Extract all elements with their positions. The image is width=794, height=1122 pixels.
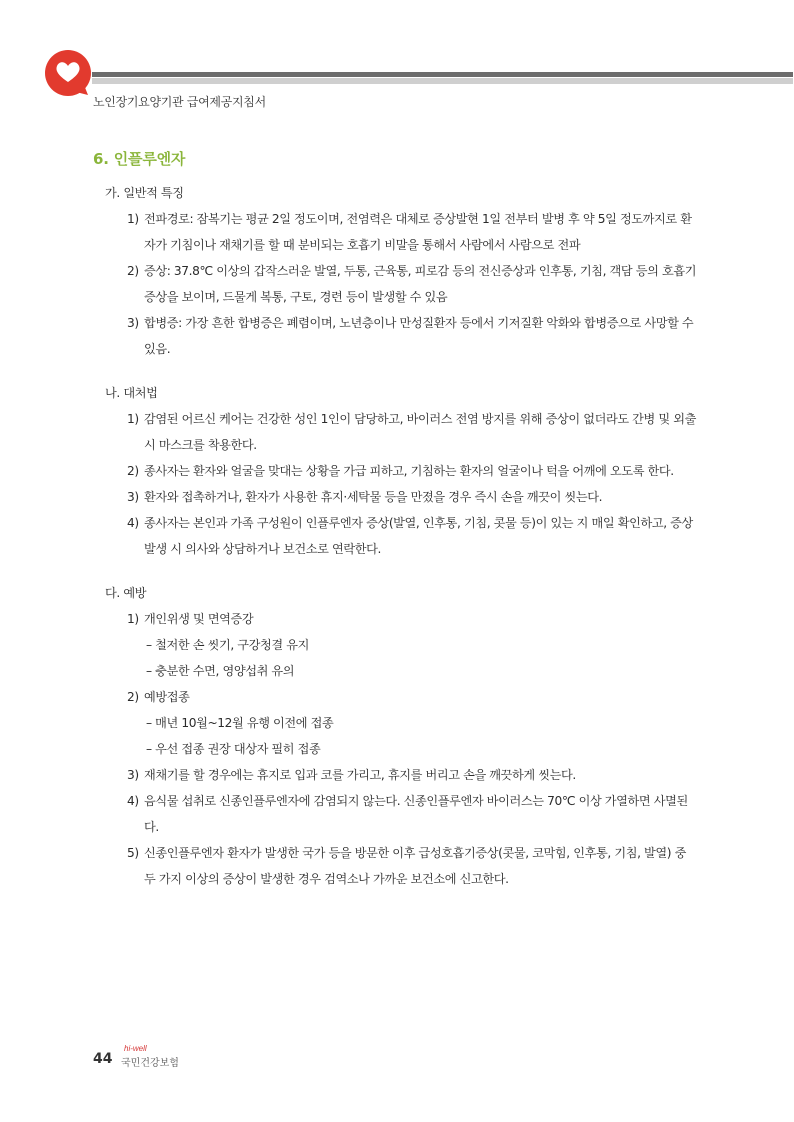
subsection-heading-da: 다. 예방	[105, 586, 147, 600]
page-number: 44	[93, 1051, 113, 1067]
list-item	[0, 606, 794, 632]
item-number: 2)	[127, 464, 139, 478]
section-title: 6. 인플루엔자	[93, 150, 186, 168]
list-item	[0, 762, 794, 788]
item-text: 예방접종	[144, 690, 190, 704]
item-text: 개인위생 및 면역증강	[144, 612, 254, 626]
list-item	[0, 458, 794, 484]
item-number: 1)	[127, 412, 139, 426]
header-rule-dark	[92, 72, 793, 77]
item-number: 3)	[127, 768, 139, 782]
heart-logo-icon	[44, 49, 92, 99]
dash-item: – 매년 10월~12월 유행 이전에 접종	[146, 716, 334, 730]
list-item	[0, 510, 794, 562]
item-text: 증상: 37.8℃ 이상의 갑작스러운 발열, 두통, 근육통, 피로감 등의 전신증상과 인후통, 기침, 객담 등의 호흡기 증상을 보이며, 드물게 복통, 구토, 경련 등이 발생할 수 있음	[144, 264, 697, 304]
document-body	[0, 181, 794, 892]
item-number: 3)	[127, 316, 139, 330]
item-text: 종사자는 환자와 얼굴을 맞대는 상황을 가급 피하고, 기침하는 환자의 얼굴이나 턱을 어깨에 오도록 한다.	[144, 464, 674, 478]
footer-brand: 국민건강보험	[121, 1058, 179, 1069]
list-item	[0, 684, 794, 710]
item-text: 전파경로: 잠복기는 평균 2일 정도이며, 전염력은 대체로 증상발현 1일 전부터 발병 후 약 5일 정도까지로 환자가 기침이나 재채기를 할 때 분비되는 호흡기 비말을 통해서 사람에서 사람으로 전파	[144, 212, 692, 252]
list-item	[0, 788, 794, 840]
item-text: 재채기를 할 경우에는 휴지로 입과 코를 가리고, 휴지를 버리고 손을 깨끗하게 씻는다.	[144, 768, 576, 782]
item-number: 4)	[127, 516, 139, 530]
header-rule-light	[92, 78, 793, 84]
dash-item: – 우선 접종 권장 대상자 필히 접종	[146, 742, 321, 756]
item-text: 종사자는 본인과 가족 구성원이 인플루엔자 증상(발열, 인후통, 기침, 콧물 등)이 있는 지 매일 확인하고, 증상 발생 시 의사와 상담하거나 보건소로 연락한다.	[144, 516, 693, 556]
item-number: 5)	[127, 846, 139, 860]
subsection-heading-ga: 가. 일반적 특징	[105, 186, 184, 200]
item-text: 감염된 어르신 케어는 건강한 성인 1인이 담당하고, 바이러스 전염 방지를 위해 증상이 없더라도 간병 및 외출 시 마스크를 착용한다.	[144, 412, 696, 452]
list-item	[0, 840, 794, 892]
dash-item: – 철저한 손 씻기, 구강청결 유지	[146, 638, 310, 652]
list-item	[0, 406, 794, 458]
item-text: 신종인플루엔자 환자가 발생한 국가 등을 방문한 이후 급성호흡기증상(콧물, 코막힘, 인후통, 기침, 발열) 중 두 가지 이상의 증상이 발생한 경우 검역소나 가까운 보건소에 신고한다.	[144, 846, 686, 886]
item-number: 2)	[127, 690, 139, 704]
item-number: 2)	[127, 264, 139, 278]
footer-brand-tagline: hi-well	[124, 1044, 147, 1053]
item-number: 1)	[127, 612, 139, 626]
subsection-heading-na: 나. 대처법	[105, 386, 158, 400]
list-item	[0, 206, 794, 258]
list-item	[0, 310, 794, 362]
item-text: 환자와 접촉하거나, 환자가 사용한 휴지·세탁물 등을 만졌을 경우 즉시 손을 깨끗이 씻는다.	[144, 490, 603, 504]
dash-item: – 충분한 수면, 영양섭취 유의	[146, 664, 295, 678]
item-text: 합병증: 가장 흔한 합병증은 폐렴이며, 노년층이나 만성질환자 등에서 기저질환 악화와 합병증으로 사망할 수 있음.	[144, 316, 694, 356]
list-item	[0, 258, 794, 310]
list-item	[0, 484, 794, 510]
item-number: 1)	[127, 212, 139, 226]
item-text: 음식물 섭취로 신종인플루엔자에 감염되지 않는다. 신종인플루엔자 바이러스는 70℃ 이상 가열하면 사멸된다.	[144, 794, 688, 834]
item-number: 4)	[127, 794, 139, 808]
header-title: 노인장기요양기관 급여제공지침서	[93, 95, 266, 109]
item-number: 3)	[127, 490, 139, 504]
